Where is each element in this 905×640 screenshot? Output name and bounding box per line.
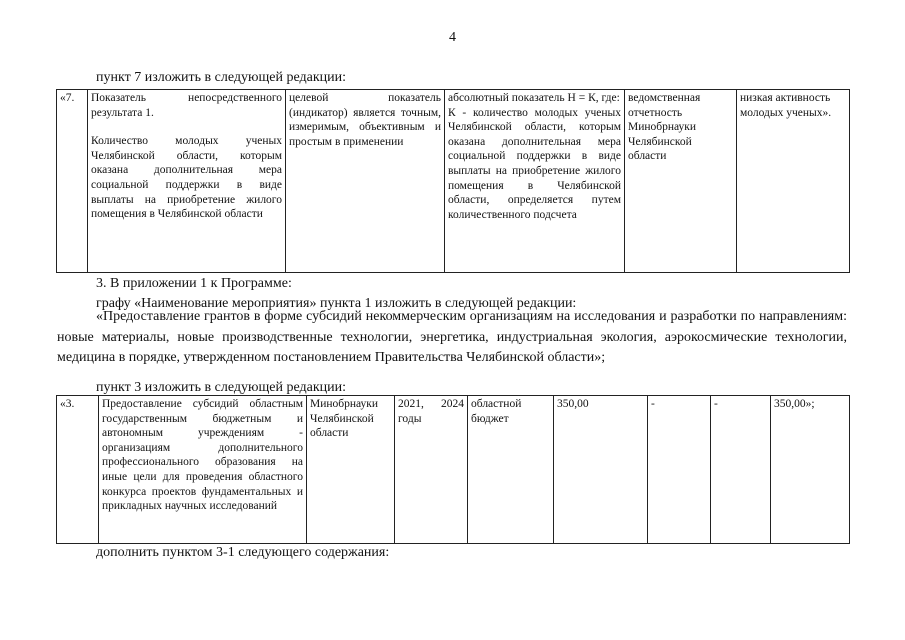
years-cell: 2021, 2024 годы xyxy=(395,396,468,544)
dash-cell-2: - xyxy=(711,396,771,544)
measures-table xyxy=(56,395,850,544)
paragraph-item7-intro: пункт 7 изложить в следующей редакции: xyxy=(96,70,346,85)
formula-text: абсолютный показатель Н = К, где: xyxy=(448,92,620,104)
row-number-cell: «7. xyxy=(57,90,88,273)
indicator-name-cell xyxy=(88,90,286,273)
paragraph-column-instruction: графу «Наименование мероприятия» пункта 1 изложить в следующей редакции: xyxy=(96,296,577,311)
data-source-cell: ведомственная отчетность Минобрнауки Челябинской области xyxy=(625,90,737,273)
total-cell: 350,00»; xyxy=(771,396,850,544)
paragraph-item3-1-intro: дополнить пунктом 3-1 следующего содержания: xyxy=(96,545,390,560)
table-row xyxy=(57,90,850,273)
indicator-description: Количество молодых ученых Челябинской области, которым оказана дополнительная мера социальной поддержки в виде выплаты на приобретение жилого помещения в Челябинской области xyxy=(91,135,282,221)
evaluation-cell: низкая активность молодых ученых». xyxy=(737,90,850,273)
row-number-cell: «3. xyxy=(57,396,99,544)
dash-cell-1: - xyxy=(648,396,711,544)
amount-cell: 350,00 xyxy=(554,396,648,544)
indicator-requirement-cell: целевой показатель (индикатор) является точным, измеримым, объективным и простым в применении xyxy=(286,90,445,273)
executor-cell: Минобрнауки Челябинской области xyxy=(307,396,395,544)
paragraph-appendix-heading: 3. В приложении 1 к Программе: xyxy=(96,276,292,291)
formula-description: К - количество молодых ученых Челябинской области, которым оказана дополнительная мера социальной поддержки в виде выплаты на приобретение жилого помещения в Челябинской области, определяется путем количественного подсчета xyxy=(448,106,621,221)
paragraph-item3-intro: пункт 3 изложить в следующей редакции: xyxy=(96,380,346,395)
funding-source-cell: областной бюджет xyxy=(468,396,554,544)
paragraph-grant-text: «Предоставление грантов в форме субсидий некоммерческим организациям на исследования и разработки по направлениям: новые материалы, новые производственные технологии, энергетика, индустриальная экология, аэрокосмические технологии, медицина в порядке, утвержденном постановлением Правительства Челябинской области»; xyxy=(57,309,847,365)
page-number: 4 xyxy=(449,30,456,45)
formula-cell xyxy=(445,90,625,273)
indicator-table xyxy=(56,89,850,273)
indicator-title: Показатель непосредственного результата 1. xyxy=(91,92,282,119)
measure-name-cell: Предоставление субсидий областным государственным бюджетным и автономным учреждениям - организациям дополнительного профессионального образования на иные цели для проведения областного конкурса проектов фундаментальных и прикладных научных исследований xyxy=(99,396,307,544)
table-row xyxy=(57,396,850,544)
